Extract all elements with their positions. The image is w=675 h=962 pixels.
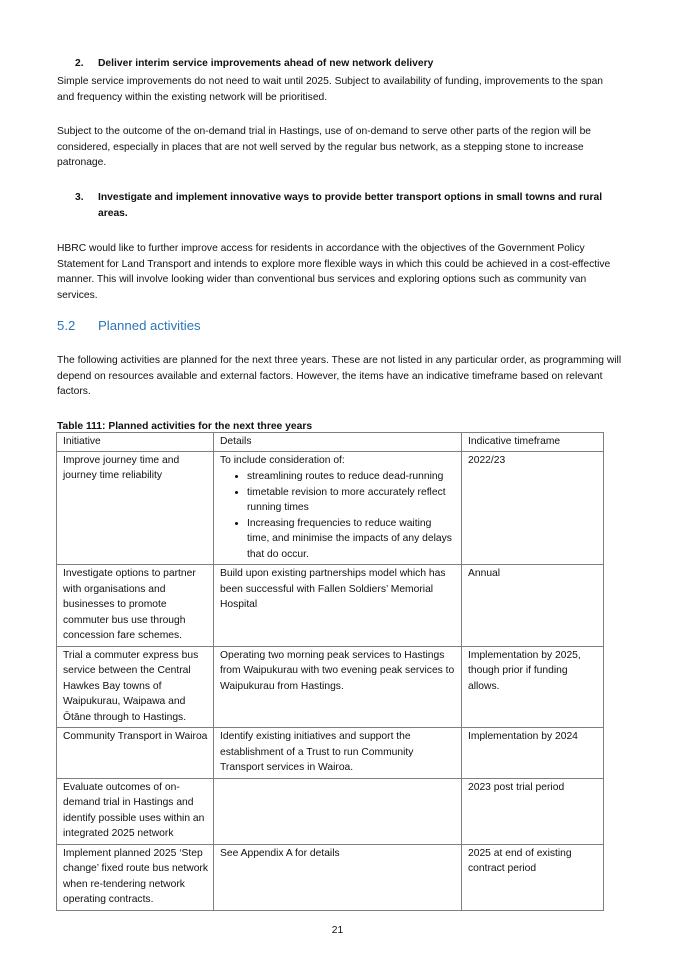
cell-details	[214, 451, 462, 565]
cell-timeframe: 2023 post trial period	[462, 778, 604, 844]
section-heading	[57, 316, 201, 336]
table-row	[57, 451, 604, 565]
table-caption: Table 111: Planned activities for the next three years	[57, 421, 313, 432]
paragraph-hbrc-access: HBRC would like to further improve access for residents in accordance with the objectives of the Government Policy Statement for Land Transport and intends to explore more flexible ways in which this could be achieved in a cost-effective manner. This will involve looking wider than conventional bus services and exploring options such as community van services.	[57, 243, 611, 301]
heading-text: Deliver interim service improvements ahead of new network delivery	[98, 58, 434, 69]
heading-text: Investigate and implement innovative ways to provide better transport options in small towns and rural areas.	[98, 192, 603, 219]
paragraph-on-demand: Subject to the outcome of the on-demand trial in Hastings, use of on-demand to serve other parts of the region will be considered, especially in places that are not well served by the regular bus network, as a stepping stone to increase patronage.	[57, 126, 592, 168]
page-number: 21	[331, 925, 344, 936]
heading-number: 3.	[75, 192, 84, 203]
table-row	[57, 778, 604, 844]
cell-timeframe: Annual	[462, 565, 604, 647]
table-row	[57, 844, 604, 910]
details-bullet-list	[220, 469, 456, 562]
table-row	[57, 728, 604, 779]
paragraph-interim-improvements: Simple service improvements do not need to wait until 2025. Subject to availability of funding, improvements to the span and frequency within the existing network will be prioritised.	[57, 76, 604, 103]
cell-details: Identify existing initiatives and support the establishment of a Trust to run Community Transport services in Wairoa.	[214, 728, 462, 779]
cell-initiative: Community Transport in Wairoa	[57, 728, 214, 779]
cell-timeframe: 2022/23	[462, 451, 604, 565]
header-timeframe: Indicative timeframe	[462, 433, 604, 452]
cell-timeframe: Implementation by 2024	[462, 728, 604, 779]
cell-initiative: Implement planned 2025 ‘Step change’ fixed route bus network when re-tendering network operating contracts.	[57, 844, 214, 910]
cell-initiative: Evaluate outcomes of on-demand trial in Hastings and identify possible uses within an integrated 2025 network	[57, 778, 214, 844]
cell-details: See Appendix A for details	[214, 844, 462, 910]
heading-deliver-interim	[75, 56, 615, 72]
paragraph-planned-intro: The following activities are planned for the next three years. These are not listed in any particular order, as programming will depend on resources available and external factors. However, the items have an indicative timeframe based on relevant factors.	[57, 355, 622, 397]
section-number: 5.2	[57, 318, 76, 333]
bullet-item: • timetable revision to more accurately reflect running times	[247, 485, 456, 516]
section-title: Planned activities	[98, 318, 201, 333]
cell-timeframe: 2025 at end of existing contract period	[462, 844, 604, 910]
details-intro: To include consideration of:	[220, 454, 345, 466]
cell-details	[214, 778, 462, 844]
cell-details: Build upon existing partnerships model which has been successful with Fallen Soldiers’ Memorial Hospital	[214, 565, 462, 647]
table-row	[57, 565, 604, 647]
planned-activities-table	[56, 432, 604, 911]
cell-initiative: Investigate options to partner with organisations and businesses to promote commuter bus use through concession fare schemes.	[57, 565, 214, 647]
cell-timeframe: Implementation by 2025, though prior if funding allows.	[462, 646, 604, 728]
bullet-item: • Increasing frequencies to reduce waiting time, and minimise the impacts of any delays that do occur.	[247, 516, 456, 563]
cell-initiative: Improve journey time and journey time reliability	[57, 451, 214, 565]
cell-details: Operating two morning peak services to Hastings from Waipukurau with two evening peak services to Waipukurau from Hastings.	[214, 646, 462, 728]
header-initiative: Initiative	[57, 433, 214, 452]
bullet-item: • streamlining routes to reduce dead-running	[247, 469, 456, 485]
table-header-row	[57, 433, 604, 452]
cell-initiative: Trial a commuter express bus service between the Central Hawkes Bay towns of Waipukurau, Waipawa and Ōtāne through to Hastings.	[57, 646, 214, 728]
header-details: Details	[214, 433, 462, 452]
heading-number: 2.	[75, 58, 84, 69]
table-row	[57, 646, 604, 728]
heading-innovative-ways	[75, 190, 615, 222]
